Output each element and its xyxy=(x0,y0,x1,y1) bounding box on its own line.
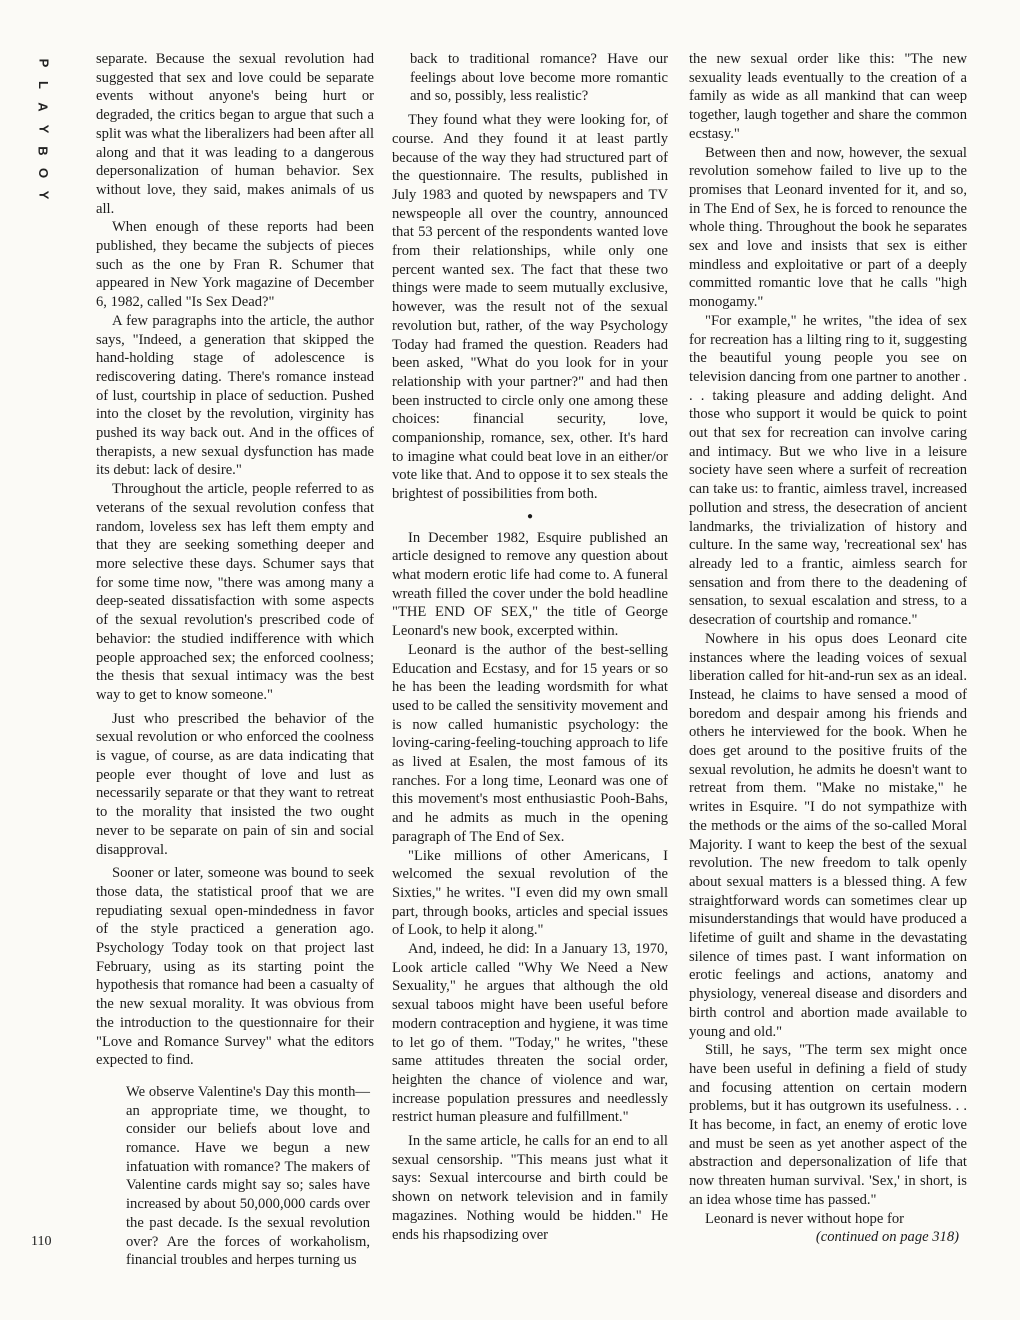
magazine-logo-vertical xyxy=(32,52,54,206)
logo-letter: P xyxy=(35,58,51,68)
paragraph: Nowhere in his opus does Leonard cite instances where the leading voices of sexual liberation called for hit-and-run sex as an ideal. Instead, he claims to have sensed a mood of boredom and despair among his friends and others he interviewed for the book. When he does get around to the positive fruits of the sexual revolution, he admits he doesn't want to retreat from them. "Make no mistake," he writes in Esquire. "I do not sympathize with the methods or the aims of the so-called Moral Majority. I want to keep the best of the sexual revolution. The new freedom to talk openly about sexual matters is a blessed thing. A few straightforward words can sometimes clear up misunderstandings that would have produced a lifetime of guilt and shame in the devastating silence of times past. I want information on erotic feelings and actions, anatomy and physiology, venereal disease and disorders and birth control and abortion made available to young and old." xyxy=(689,630,967,1040)
article-column-3 xyxy=(689,50,967,1247)
paragraph: Leonard is the author of the best-selling Education and Ecstasy, and for 15 years or so he has been the leading wordsmith for what used to be called the sensitivity movement and is now called humanistic psychology: the loving-caring-feeling-touching approach to life as lived at Esalen, the most famous of its ranches. For a long time, Leonard was one of this movement's most enthusiastic Pooh-Bahs, and he admits as much in the opening paragraph of The End of Sex. xyxy=(392,641,668,845)
paragraph: separate. Because the sexual revolution had suggested that sex and love could be separate events without anyone's being hurt or degraded, the critics began to argue that such a split was what the liberalizers had been after all along and that it was leading to a dangerous depersonalization of human behavior. Sex without love, they said, makes animals of us all. xyxy=(96,51,374,217)
paragraph: Leonard is never without hope for xyxy=(705,1210,904,1227)
paragraph: the new sexual order like this: "The new sexuality leads eventually to the creation of a family as wide as all mankind that can weep together, laugh together and share the common ecstasy." xyxy=(689,51,967,142)
sidebar-text: We observe Valentine's Day this month—an appropriate time, we thought, to consider our beliefs about love and romance. Have we begun a new infatuation with romance? The makers of Valentine cards might say so; sales have increased by about 50,000,000 cards over the past decade. Is the sexual revolution over? Are the forces of workaholism, financial troubles and herpes turning us xyxy=(126,1083,370,1269)
sidebar-continuation: back to traditional romance? Have our feelings about love become more romantic and so, possibly, less realistic? xyxy=(410,51,668,105)
paragraph: "For example," he writes, "the idea of sex for recreation has a lilting ring to it, suggesting the beautiful young people you see on television dancing from one partner to another . . . taking pleasure and adding delight. And those who support it would be quick to point out that sex for recreation can involve caring and intimacy. But we who live in a leisure society have seen where a surfeit of recreation can take us: to frantic, aimless travel, increased pollution and stress, the desecration of ancient landmarks, the trivialization of history and culture. In the same way, 'recreational sex' has already led to a frantic, aimless search for sensation and from there to the deadening of sensation, to sexual escalation and stress, to a desecration of courtship and romance." xyxy=(689,312,968,629)
logo-letter: A xyxy=(35,102,51,112)
logo-letter: B xyxy=(35,146,51,156)
paragraph: Between then and now, however, the sexual revolution somehow failed to live up to the promises that Leonard invented for it, and so, in The End of Sex, he is forced to renounce the whole thing. Throughout the book he separates sex and love and insists that sex is either mindless and exploitative or part of a deeply committed romantic love that he calls "high monogamy." xyxy=(689,144,967,311)
continued-on-note: (continued on page 318) xyxy=(815,1229,959,1246)
paragraph: "Like millions of other Americans, I welcomed the sexual revolution of the Sixties," he writes. "I even did my own small part, through books, articles and special issues of Look, to help it along." xyxy=(392,847,668,939)
paragraph: Just who prescribed the behavior of the sexual revolution or who enforced the coolness is vague, of course, as are data indicating that people ever thought of love and lust as necessarily separate or that they want to retreat to the morality that insisted the two ought never to be separate on pain of sin and social disapproval. xyxy=(96,710,374,858)
logo-letter: O xyxy=(36,167,51,179)
paragraph: Still, he says, "The term sex might once have been useful in defining a field of study and focusing attention on certain modern problems, but it has outgrown its usefulness. . . It has become, in fact, an enemy of erotic love and must be seen as yet another aspect of the abstraction and depersonalization of life that now threaten human survival. 'Sex,' in short, is an idea whose time has passed." xyxy=(689,1042,967,1208)
logo-letter: L xyxy=(35,81,51,89)
editor-sidebar-note xyxy=(96,1083,374,1270)
page-number: 110 xyxy=(31,1234,52,1249)
article-column-2 xyxy=(392,50,668,1244)
paragraph: In the same article, he calls for an end to all sexual censorship. "This means just what it says: Sexual intercourse and birth could be shown on network television and in family magazines. Nothing would be hidden." He ends his rhapsodizing over xyxy=(392,1133,668,1243)
paragraph: Sooner or later, someone was bound to seek those data, the statistical proof that we are repudiating sexual open-mindedness in favor of the style practiced a generation ago. Psychology Today took on that project last February, using as its starting point the hypothesis that romance had been a casualty of the new sexual morality. It was obvious from the introduction to the questionnaire for their "Love and Romance Survey" what the editors expected to find. xyxy=(96,865,374,1069)
paragraph: When enough of these reports had been published, they became the subjects of pieces such as the one by Fran R. Schumer that appeared in New York magazine of December 6, 1982, called "Is Sex Dead?" xyxy=(96,219,374,311)
paragraph: In December 1982, Esquire published an article designed to remove any question about what modern erotic life had come to. A funeral wreath filled the cover under the bold headline "THE END OF SEX," the title of George Leonard's new book, excerpted within. xyxy=(392,529,668,640)
paragraph: Throughout the article, people referred to as veterans of the sexual revolution confess that random, loveless sex has left them empty and that they are seeking something deeper and more selective these days. Schumer says that for some time now, "there was among many a deep-seated dissatisfaction with some aspects of the sexual revolution's prescribed code of behavior: the studied indifference with which people approached sex; the enforced coolness; the thesis that sexual intimacy was the best way to get to know someone." xyxy=(96,481,374,703)
article-column-1 xyxy=(96,50,374,1270)
logo-letter: Y xyxy=(35,190,51,200)
paragraph: A few paragraphs into the article, the author says, "Indeed, a generation that skipped the hand-holding stage of adolescence is rediscovering dating. There's romance instead of lust, courtship in place of seduction. Pushed into the closet by the revolution, virginity has pushed its way back out. And in the offices of therapists, a new sexual dysfunction has made its debut: lack of desire." xyxy=(96,312,374,479)
paragraph: They found what they were looking for, of course. And they found it at least partly because of the way they had structured part of the questionnaire. The results, published in July 1983 and quoted by newspapers and TV newspeople all over the country, announced that 53 percent of the respondents wanted love from their relationships, while only one percent wanted sex. The fact that these two things were made to seem mutually exclusive, however, was the result not of the sexual revolution but, rather, of the way Psychology Today had framed the question. Readers had been asked, "What do you look for in your relationship with your partner?" and had then been instructed to circle only one among these choices: financial security, love, companionship, romance, sex, other. It's hard to imagine what could beat love in an either/or vote like that. And to oppose it to sex steals the brightest of possibilities from both. xyxy=(392,112,668,503)
section-divider-bullet: ● xyxy=(526,510,534,522)
logo-letter: Y xyxy=(35,124,51,134)
paragraph: And, indeed, he did: In a January 13, 1970, Look article called "Why We Need a New Sexuality," he argues that although the old sexual taboos might have been useful before modern contraception and hygiene, it was time to let go of them. "Today," he writes, "these same attitudes threaten the social order, heighten the chance of violence and war, increase population pressures and needlessly restrict human pleasure and fulfillment." xyxy=(392,941,668,1126)
